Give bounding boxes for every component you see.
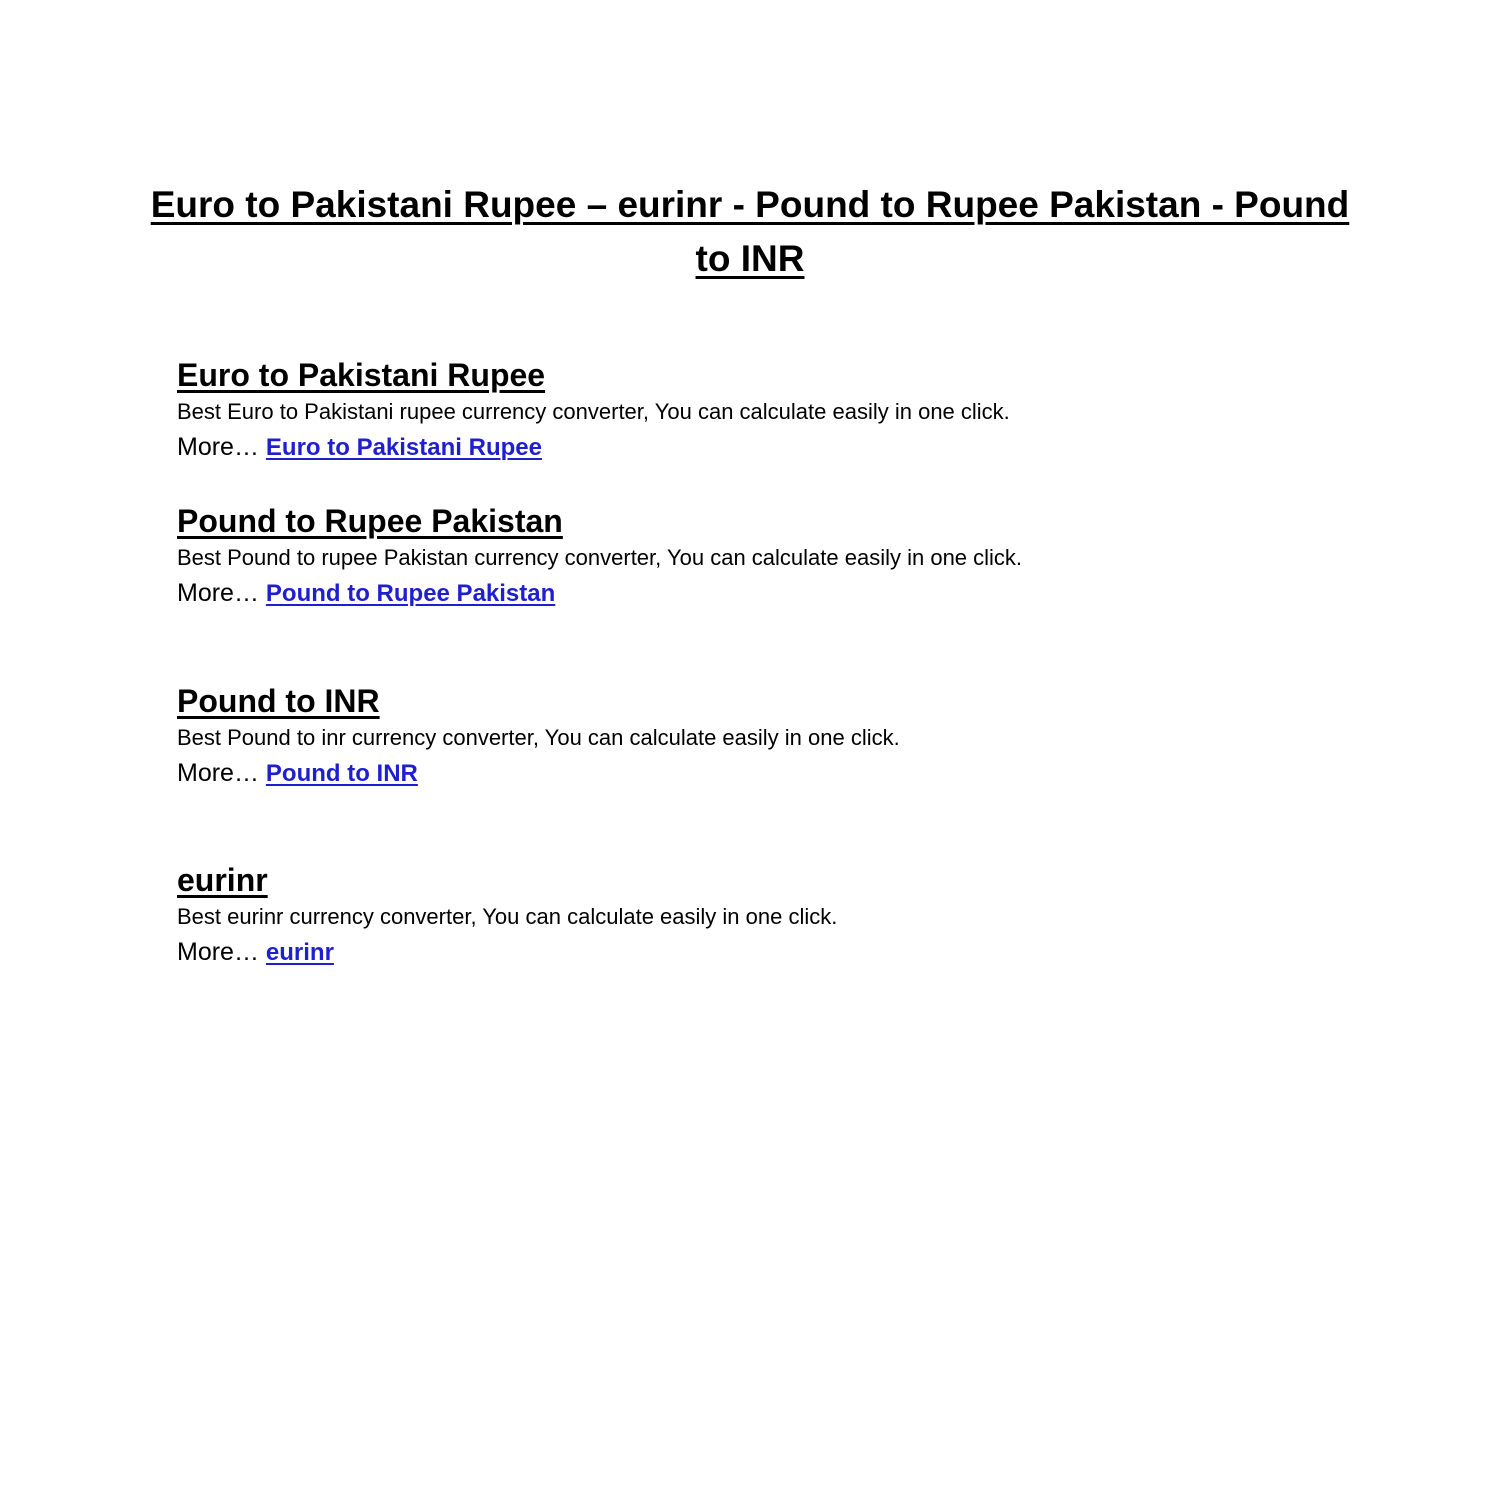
section-pound-to-rupee-pakistan [177, 501, 1357, 612]
section-heading: Pound to INR [177, 683, 380, 719]
pound-to-inr-link[interactable]: Pound to INR [265, 760, 418, 787]
section-heading: Euro to Pakistani Rupee [177, 357, 546, 393]
section-heading: eurinr [177, 862, 268, 898]
more-prefix: More… [177, 759, 266, 787]
more-prefix: More… [177, 938, 266, 966]
more-line [177, 934, 1357, 971]
more-line [177, 755, 1357, 792]
eurinr-link[interactable]: eurinr [265, 939, 334, 966]
euro-to-pakistani-rupee-link[interactable]: Euro to Pakistani Rupee [265, 434, 542, 461]
section-description: Best Euro to Pakistani rupee currency converter, You can calculate easily in one click. [177, 399, 1010, 424]
section-euro-to-pakistani-rupee [177, 355, 1357, 466]
pound-to-rupee-pakistan-link[interactable]: Pound to Rupee Pakistan [265, 580, 556, 607]
more-prefix: More… [177, 433, 266, 461]
more-line [177, 575, 1357, 612]
section-eurinr [177, 860, 1357, 971]
section-description: Best eurinr currency converter, You can calculate easily in one click. [177, 904, 838, 929]
more-line [177, 429, 1357, 466]
section-description: Best Pound to rupee Pakistan currency converter, You can calculate easily in one click. [177, 545, 1023, 570]
more-prefix: More… [177, 579, 266, 607]
section-heading: Pound to Rupee Pakistan [177, 503, 563, 539]
page-title: Euro to Pakistani Rupee – eurinr - Pound to Rupee Pakistan - Pound to INR [150, 184, 1350, 279]
section-description: Best Pound to inr currency converter, You can calculate easily in one click. [177, 725, 900, 750]
section-pound-to-inr [177, 681, 1357, 792]
